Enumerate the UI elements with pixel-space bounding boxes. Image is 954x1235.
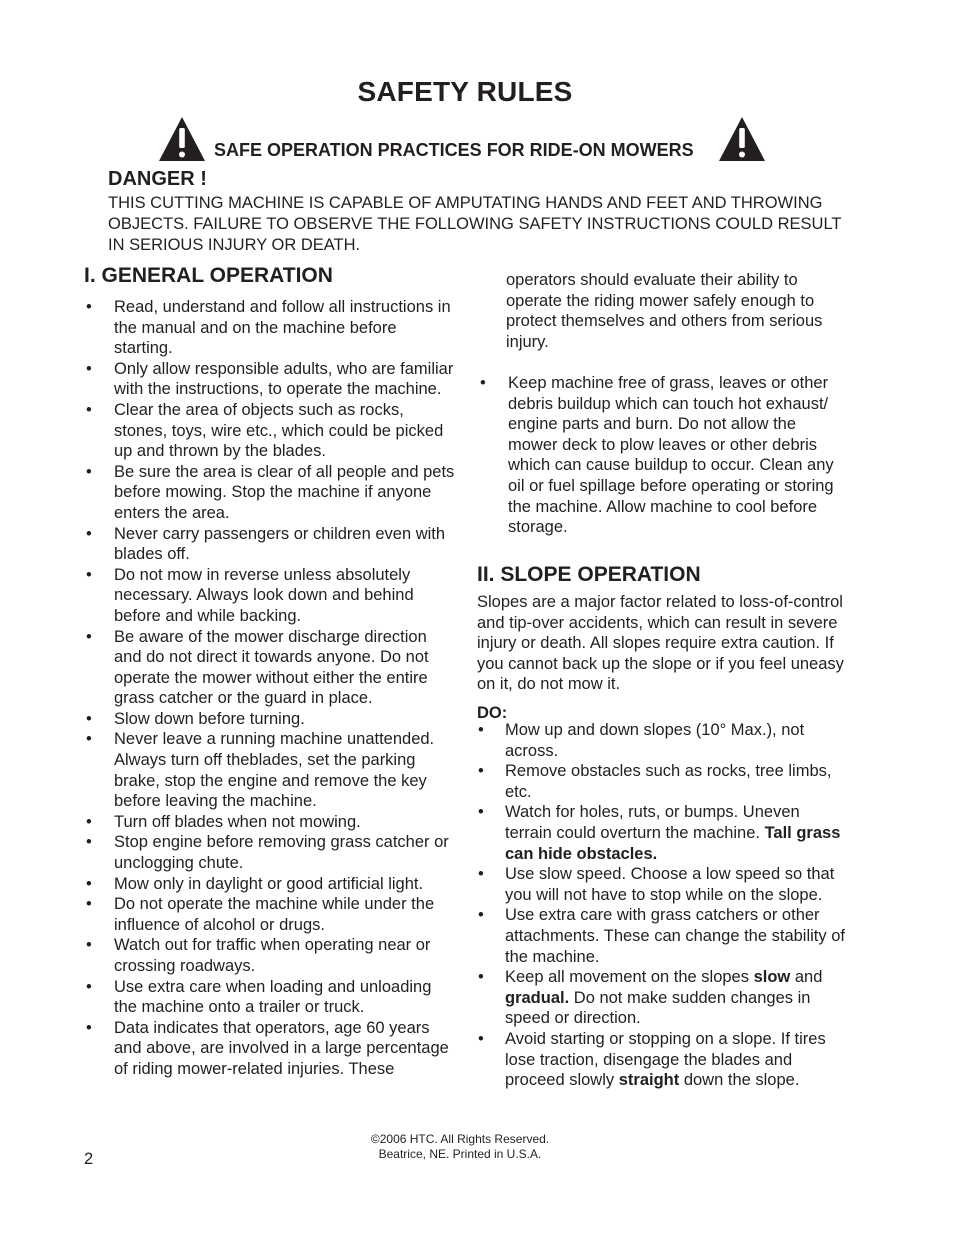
slope-operation-heading: II. SLOPE OPERATION — [477, 563, 701, 586]
copyright-text: ©2006 HTC. All Rights Reserved. — [370, 1132, 550, 1146]
list-item-text: down the slope. — [679, 1071, 800, 1090]
list-item — [476, 720, 846, 761]
list-item: • Watch out for traffic when operating near or crossing roadways. — [84, 935, 456, 976]
emphasis-text: Tall grass can hide obstacles. — [505, 823, 841, 863]
list-item-text: Watch for holes, ruts, or bumps. Uneven terrain could overturn the machine. — [505, 803, 800, 842]
list-item: • Be aware of the mower discharge direction and do not direct it towards anyone. Do not operate the mower without either the entire grass catcher or the guard in place. — [84, 627, 456, 709]
list-item-text: Mow up and down slopes (10° Max.), not across. — [505, 721, 805, 760]
list-item — [476, 905, 846, 967]
emphasis-text: gradual. — [505, 988, 570, 1007]
list-item: • Clear the area of objects such as rocks, stones, toys, wire etc., which could be picked up and thrown by the blades. — [84, 400, 456, 462]
emphasis-text: slow — [753, 968, 791, 987]
section-subtitle: SAFE OPERATION PRACTICES FOR RIDE-ON MOWERS — [214, 140, 694, 160]
list-item-text: Remove obstacles such as rocks, tree limbs, etc. — [505, 762, 832, 801]
list-item: • Read, understand and follow all instructions in the manual and on the machine before starting. — [84, 297, 456, 359]
do-heading: DO: — [477, 704, 508, 722]
list-item: • Do not mow in reverse unless absolutely necessary. Always look down and behind before and while backing. — [84, 565, 456, 627]
subtitle-row — [158, 116, 770, 164]
list-item: • Keep machine free of grass, leaves or other debris buildup which can touch hot exhaust/ engine parts and burn. Do not allow the mower deck to plow leaves or other debris which can cause buildup to occur. Clean any oil or fuel spillage before operating or storing the machine. Allow machine to cool before storage. — [478, 373, 846, 538]
list-item: • Use extra care when loading and unloading the machine onto a trailer or truck. — [84, 977, 456, 1018]
list-item-text: Use slow speed. Choose a low speed so that you will not have to stop while on the slope. — [505, 865, 835, 904]
danger-text: THIS CUTTING MACHINE IS CAPABLE OF AMPUTATING HANDS AND FEET AND THROWING OBJECTS. FAILURE TO OBSERVE THE FOLLOWING SAFETY INSTRUCTIONS COULD RESULT IN SERIOUS INJURY OR DEATH. — [108, 194, 842, 254]
printed-location-text: Beatrice, NE. Printed in U.S.A. — [378, 1147, 542, 1161]
list-item: • Never carry passengers or children even with blades off. — [84, 524, 456, 565]
list-item: • Be sure the area is clear of all people and pets before mowing. Stop the machine if anyone enters the area. — [84, 462, 456, 524]
list-item: • Never leave a running machine unattended. Always turn off theblades, set the parking brake, stop the engine and remove the key before leaving the machine. — [84, 729, 456, 811]
list-item: • Data indicates that operators, age 60 years and above, are involved in a large percentage of riding mower-related injuries. These — [84, 1018, 456, 1080]
warning-triangle-icon — [718, 116, 766, 162]
list-item: • Slow down before turning. — [84, 709, 456, 730]
list-item: • Do not operate the machine while under the influence of alcohol or drugs. — [84, 894, 456, 935]
emphasis-text: straight — [618, 1071, 680, 1090]
list-item-text: and — [790, 968, 823, 987]
list-item — [476, 761, 846, 802]
general-operation-heading: I. GENERAL OPERATION — [84, 264, 333, 287]
list-item-text: Use extra care with grass catchers or other attachments. These can change the stability of the machine. — [505, 906, 845, 966]
list-item-text: Avoid starting or stopping on a slope. If tires lose traction, disengage the blades and proceed slowly — [505, 1029, 826, 1090]
page-title: SAFETY RULES — [357, 76, 573, 107]
list-item: • Stop engine before removing grass catcher or unclogging chute. — [84, 832, 456, 873]
list-item: • Mow only in daylight or good artificial light. — [84, 874, 456, 895]
list-item: • Only allow responsible adults, who are familiar with the instructions, to operate the machine. — [84, 359, 456, 400]
general-operation-list-continued — [478, 373, 846, 538]
general-operation-list — [84, 297, 456, 1080]
slope-intro: Slopes are a major factor related to loss-of-control and tip-over accidents, which can result in severe injury or death. All slopes require extra caution. If you cannot back up the slope or if you feel uneasy on it, do not mow it. — [477, 593, 844, 694]
list-item-text: Keep all movement on the slopes — [505, 968, 754, 987]
warning-triangle-icon — [158, 116, 206, 162]
list-item: • Turn off blades when not mowing. — [84, 812, 456, 833]
danger-heading: DANGER ! — [108, 168, 207, 190]
list-item — [476, 802, 846, 864]
list-item — [476, 1029, 846, 1091]
general-operation-continuation: operators should evaluate their ability to operate the riding mower safely enough to protect themselves and others from serious injury. — [506, 271, 823, 351]
list-item-text: Do not make sudden changes in speed or direction. — [505, 988, 811, 1028]
footer — [300, 1132, 620, 1162]
list-item — [476, 967, 846, 1029]
slope-do-list — [476, 720, 846, 1091]
list-item — [476, 864, 846, 905]
page-number: 2 — [84, 1150, 94, 1168]
